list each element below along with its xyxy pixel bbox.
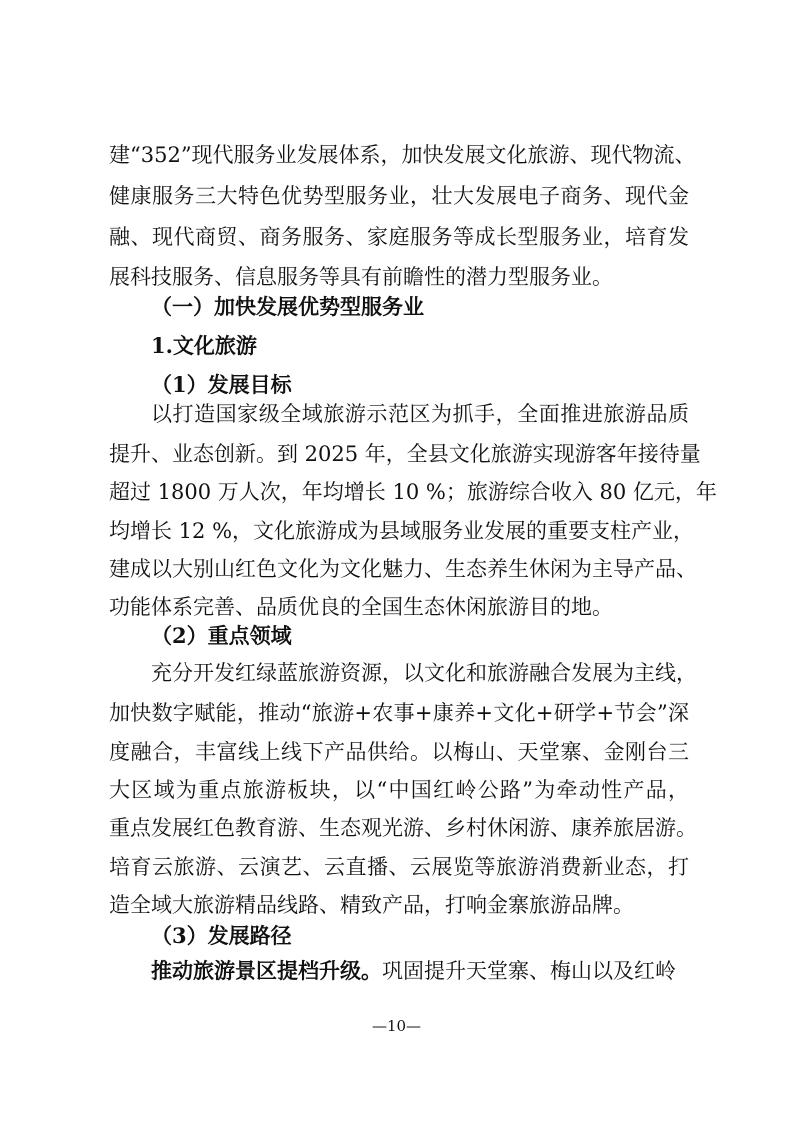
bold-lead-phrase: 推动旅游景区提档升级。 (151, 958, 382, 983)
paragraph-line: 超过 1800 万人次，年均增长 10 %；旅游综合收入 80 亿元，年 (109, 480, 717, 504)
paragraph-line: 均增长 12 %，文化旅游成为县域服务业发展的重要支柱产业， (109, 519, 695, 543)
section-heading: （一）加快发展优势型服务业 (151, 294, 424, 319)
paragraph-line: 重点发展红色教育游、生态观光游、乡村休闲游、康养旅居游。 (109, 816, 697, 840)
paragraph-line: 建“352”现代服务业发展体系，加快发展文化旅游、现代物流、 (109, 143, 696, 167)
paragraph-line: 建成以大别山红色文化为文化魅力、生态养生休闲为主导产品、 (109, 557, 697, 581)
paragraph-line: 加快数字赋能，推动“旅游+农事+康养+文化+研学+节会”深 (109, 701, 689, 725)
paragraph-line: 融、现代商贸、商务服务、家庭服务等成长型服务业，培育发 (109, 225, 689, 249)
paragraph-line: 健康服务三大特色优势型服务业，壮大发展电子商务、现代金 (109, 184, 689, 208)
paragraph-line: 功能体系完善、品质优良的全国生态休闲旅游目的地。 (109, 595, 613, 619)
paragraph-line (151, 957, 689, 985)
paragraph-line: 提升、业态创新。到 2025 年，全县文化旅游实现游客年接待量 (109, 442, 701, 466)
paragraph-line: 以打造国家级全域旅游示范区为抓手，全面推进旅游品质 (151, 402, 689, 426)
paragraph-line: 造全域大旅游精品线路、精致产品，打响金寨旅游品牌。 (109, 893, 634, 917)
goal-heading: （1）发展目标 (151, 372, 292, 397)
fields-heading: （2）重点领域 (151, 623, 292, 648)
path-heading: （3）发展路径 (151, 923, 292, 948)
paragraph-line: 充分开发红绿蓝旅游资源，以文化和旅游融合发展为主线， (151, 661, 697, 685)
subsection-heading: 1.文化旅游 (151, 333, 257, 358)
paragraph-line: 培育云旅游、云演艺、云直播、云展览等旅游消费新业态，打 (109, 855, 689, 879)
page-number: —10— (371, 1017, 422, 1035)
paragraph-line: 度融合，丰富线上线下产品供给。以梅山、天堂寨、金刚台三 (109, 740, 689, 764)
paragraph-line: 展科技服务、信息服务等具有前瞻性的潜力型服务业。 (109, 265, 613, 289)
paragraph-line: 大区域为重点旅游板块，以“中国红岭公路”为牵动性产品， (109, 778, 689, 802)
paragraph-text: 巩固提升天堂寨、梅山以及红岭 (382, 959, 676, 983)
